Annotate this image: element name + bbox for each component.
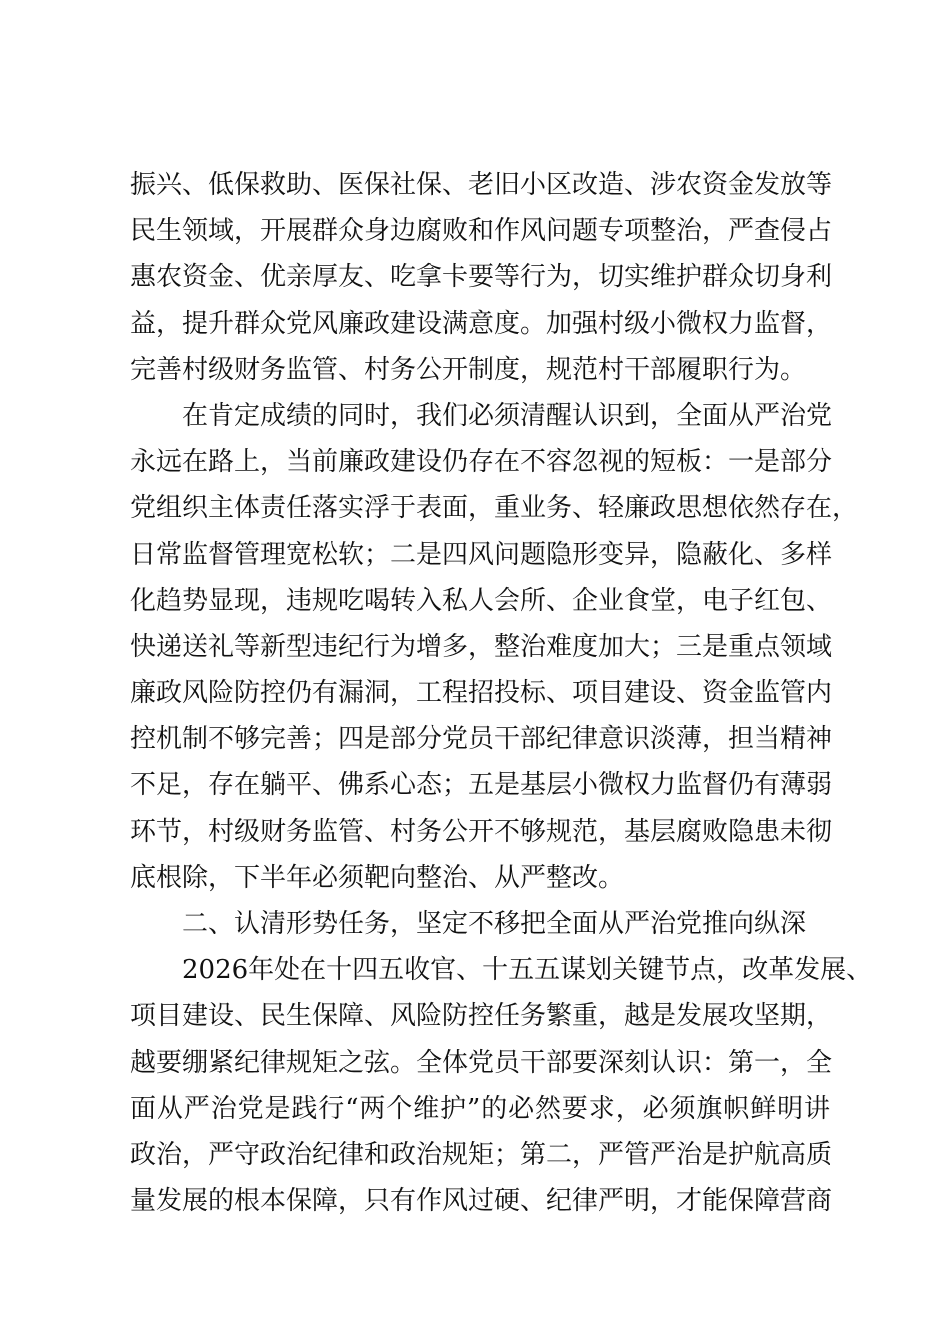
- text-line: 党组织主体责任落实浮于表面，重业务、轻廉政思想依然存在，: [130, 493, 859, 524]
- text-line: 廉政风险防控仍有漏洞，工程招投标、项目建设、资金监管内: [130, 678, 833, 709]
- text-line: 底根除，下半年必须靶向整治、从严整改。: [130, 862, 625, 893]
- text-line: 不足，存在躺平、佛系心态；五是基层小微权力监督仍有薄弱: [130, 770, 833, 801]
- text-line: 量发展的根本保障，只有作风过硬、纪律严明，才能保障营商: [130, 1186, 833, 1217]
- text-line: 2026年处在十四五收官、十五五谋划关键节点，改革发展、: [182, 955, 873, 986]
- text-line: 振兴、低保救助、医保社保、老旧小区改造、涉农资金发放等: [130, 170, 833, 200]
- text-line: 永远在路上，当前廉政建设仍存在不容忽视的短板：一是部分: [130, 447, 833, 478]
- text-line: 惠农资金、优亲厚友、吃拿卡要等行为，切实维护群众切身利: [130, 262, 833, 293]
- text-line: 民生领域，开展群众身边腐败和作风问题专项整治，严查侵占: [130, 216, 833, 247]
- paragraph-3: [130, 947, 873, 1224]
- text-line: 化趋势显现，违规吃喝转入私人会所、企业食堂，电子红包、: [130, 585, 833, 616]
- section-heading-text: 二、认清形势任务，坚定不移把全面从严治党推向纵深: [182, 909, 807, 939]
- text-line: 政治，严守政治纪律和政治规矩；第二，严管严治是护航高质: [130, 1139, 833, 1170]
- text-line: 快递送礼等新型违纪行为增多，整治难度加大；三是重点领域: [130, 631, 833, 662]
- document-body: [130, 162, 873, 1224]
- text-line: 面从严治党是践行“两个维护”的必然要求，必须旗帜鲜明讲: [130, 1093, 830, 1124]
- text-line: 在肯定成绩的同时，我们必须清醒认识到，全面从严治党: [182, 400, 833, 431]
- text-line: 完善村级财务监管、村务公开制度，规范村干部履职行为。: [130, 354, 807, 385]
- section-heading: [130, 901, 830, 947]
- text-line: 环节，村级财务监管、村务公开不够规范，基层腐败隐患未彻: [130, 816, 833, 847]
- text-line: 项目建设、民生保障、风险防控任务繁重，越是发展攻坚期，: [130, 1001, 833, 1032]
- paragraph-1: [130, 162, 833, 393]
- paragraph-2: [130, 393, 859, 901]
- text-line: 越要绷紧纪律规矩之弦。全体党员干部要深刻认识：第一，全: [130, 1047, 833, 1078]
- text-line: 益，提升群众党风廉政建设满意度。加强村级小微权力监督，: [130, 308, 833, 339]
- text-line: 控机制不够完善；四是部分党员干部纪律意识淡薄，担当精神: [130, 724, 833, 755]
- text-line: 日常监督管理宽松软；二是四风问题隐形变异，隐蔽化、多样: [130, 539, 833, 570]
